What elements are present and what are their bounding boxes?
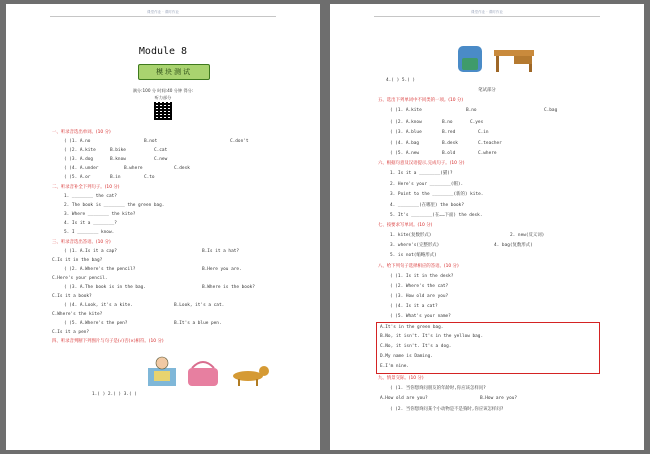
- s2-row: 3. Where ________ the kite?: [64, 212, 136, 217]
- header-divider: [374, 16, 600, 17]
- s2-row: 4. Is it a ________?: [64, 221, 117, 226]
- s1-row: ( )2. A.kite: [64, 148, 96, 153]
- s9-row: ( )2. 当你想询问某个小动物是不是狗时,你应该怎样问?: [390, 407, 504, 412]
- s9-row: ( )1. 当你想询问朋友的年龄时,你应该怎样问?: [390, 386, 486, 391]
- section-8-heading: 八、给下列句子选择相应的答语。(10 分): [378, 264, 459, 269]
- s5-row: C.yes: [470, 120, 484, 125]
- s7-row: 1. kite(复数形式): [390, 233, 432, 238]
- s5-row: ( )5. A.new: [390, 151, 420, 156]
- s3-row: B.Where is the book?: [202, 285, 255, 290]
- s1-row: ( )4. A.under: [64, 166, 99, 171]
- s1-row: C.cat: [154, 148, 168, 153]
- s1-row: C.don't: [230, 139, 249, 144]
- s5-row: B.desk: [442, 141, 458, 146]
- s5-row: B.no: [466, 108, 477, 113]
- s8-row: ( )3. How old are you?: [390, 294, 449, 299]
- schoolbag-picture: [458, 46, 482, 72]
- s8-option: C.No, it isn't. It's a dog.: [380, 344, 452, 349]
- page-title: Module 8: [138, 46, 188, 57]
- s9-row: A.How old are you?: [380, 396, 428, 401]
- s7-row: 2. new(反义词): [510, 233, 545, 238]
- s8-row: ( )2. Where's the cat?: [390, 284, 449, 289]
- exam-meta: 满分:100 分 时间:40 分钟 得分:: [132, 88, 194, 93]
- section-4-pictures: [148, 354, 272, 388]
- s8-option: B.No, it isn't. It's in the yellow bag.: [380, 334, 484, 339]
- document-page-1: [6, 4, 320, 450]
- section-4-heading: 四、听录音判断下列图片与句子是(√)否(×)相符。(10 分): [52, 339, 164, 344]
- s3-row: B.Here you are.: [202, 267, 242, 272]
- s3-row: ( )1. A.Is it a cap?: [64, 249, 117, 254]
- s5-row: ( )1. A.kite: [390, 108, 422, 113]
- section-1-heading: 一、听录音选出单词。(10 分): [52, 130, 111, 135]
- s5-row: C.teacher: [478, 141, 502, 146]
- s5-row: C.bag: [544, 108, 558, 113]
- s1-row: ( )5. A.or: [64, 175, 91, 180]
- s3-row: C.Is it in the bag?: [52, 258, 103, 263]
- s5-row: ( )3. A.blue: [390, 130, 422, 135]
- section-2-heading: 二、听录音补全下列句子。(10 分): [52, 185, 120, 190]
- s1-row: ( )3. A.dog: [64, 157, 94, 162]
- s1-row: C.desk: [174, 166, 190, 171]
- handbag-picture: [188, 362, 218, 386]
- s1-row: B.know: [110, 157, 126, 162]
- s8-option: A.It's in the green bag.: [380, 325, 444, 330]
- s3-row: ( )4. A.Look, it's a kite.: [64, 303, 133, 308]
- s8-row: ( )1. Is it in the desk?: [390, 274, 454, 279]
- s6-row: 4. ________(在哪里) the book?: [390, 203, 464, 208]
- dog-picture: [233, 366, 269, 386]
- s1-row: B.not: [144, 139, 158, 144]
- boy-reading-picture: [148, 357, 176, 386]
- s4-answers: 1.( ) 2.( ) 3.( ): [92, 392, 137, 397]
- s5-row: C.where: [478, 151, 497, 156]
- s2-row: 2. The book is ________ the green bag.: [64, 203, 165, 208]
- s6-row: 5. It's ________(在……下面) the desk.: [390, 213, 483, 218]
- top-pictures: [454, 42, 538, 74]
- s8-row: ( )4. Is it a cat?: [390, 304, 438, 309]
- s8-option: D.My name is Daming.: [380, 354, 433, 359]
- s8-row: ( )5. What's your name?: [390, 314, 451, 319]
- section-7-heading: 七、按要求写单词。(10 分): [378, 223, 433, 228]
- s3-row: C.Where's the kite?: [52, 312, 103, 317]
- listening-label: 听力部分: [154, 95, 172, 100]
- page-header: 课堂作业 · 课时作业: [146, 10, 180, 14]
- s1-row: C.new: [154, 157, 168, 162]
- s1-row: B.in: [110, 175, 121, 180]
- written-label: 笔试部分: [478, 88, 496, 93]
- section-6-heading: 六、根据句意及汉语提示,完成句子。(10 分): [378, 161, 465, 166]
- s8-option: E.I'm nine.: [380, 364, 410, 369]
- s3-row: C.Here's your pencil.: [52, 276, 108, 281]
- document-page-2: [330, 4, 644, 450]
- section-3-heading: 三、听录音选出答语。(10 分): [52, 240, 111, 245]
- top-answers: 4.( ) 5.( ): [386, 78, 416, 83]
- s3-row: ( )5. A.Where's the pen?: [64, 321, 128, 326]
- s6-row: 2. Here's your ________(帽).: [390, 182, 464, 187]
- s5-row: B.no: [442, 120, 453, 125]
- s3-row: B.It's a blue pen.: [174, 321, 222, 326]
- desk-picture: [494, 50, 534, 72]
- s5-row: ( )4. A.bag: [390, 141, 420, 146]
- s1-row: B.where: [124, 166, 143, 171]
- s3-row: C.Is it a book?: [52, 294, 92, 299]
- qr-code-icon: [154, 102, 172, 120]
- s7-row: 3. where's(完整形式): [390, 243, 440, 248]
- s7-row: 5. is not(缩略形式): [390, 253, 437, 258]
- s5-row: C.in: [478, 130, 489, 135]
- header-divider: [50, 16, 276, 17]
- s6-row: 3. Point to the ________(新的) kite.: [390, 192, 484, 197]
- section-9-heading: 九、情景交际。(10 分): [378, 376, 424, 381]
- s5-row: ( )2. A.know: [390, 120, 422, 125]
- s3-row: B.Look, it's a cat.: [174, 303, 225, 308]
- s1-row: C.to: [144, 175, 155, 180]
- s5-row: B.old: [442, 151, 456, 156]
- page-header: 课堂作业 · 课时作业: [470, 10, 504, 14]
- s5-row: B.red: [442, 130, 456, 135]
- s3-row: ( )2. A.Where's the pencil?: [64, 267, 136, 272]
- s2-row: 5. I ________ know.: [64, 230, 115, 235]
- s2-row: 1. ________ the cat?: [64, 194, 117, 199]
- s1-row: ( )1. A.no: [64, 139, 91, 144]
- s3-row: ( )3. A.The book is in the bag.: [64, 285, 146, 290]
- s7-row: 4. bag(复数形式): [494, 243, 533, 248]
- s9-row: B.How are you?: [480, 396, 518, 401]
- s6-row: 1. Is it a ________(猫)?: [390, 171, 453, 176]
- s1-row: B.bike: [110, 148, 126, 153]
- section-5-heading: 五、选出下列单词中不同类的一项。(10 分): [378, 98, 464, 103]
- s3-row: C.Is it a pen?: [52, 330, 90, 335]
- s3-row: B.Is it a hat?: [202, 249, 240, 254]
- title-banner: 模块测试: [138, 64, 210, 80]
